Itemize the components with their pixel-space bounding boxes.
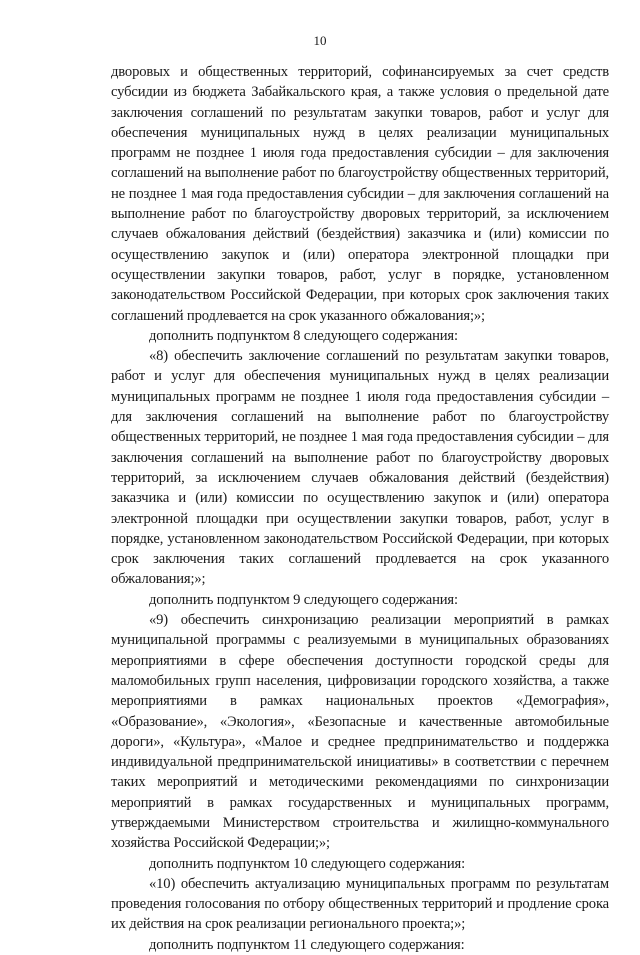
paragraph-subitem-10: «10) обеспечить актуализацию муниципальных программ по результатам проведения голосования по отбору общественных территорий и продление срока их действия на срок реализации регионального проекта;»; xyxy=(111,875,609,933)
paragraph-subitem-9: «9) обеспечить синхронизацию реализации мероприятий в рамках муниципальной программы с реализуемыми в муниципальных образованиях мероприятиями в сфере обеспечения доступности городской среды для маломобильных групп населения, цифровизации городского хозяйства, а также мероприятиями в рамках национальных проектов «Демография», «Образование», «Экология», «Безопасные и качественные автомобильные дороги», «Культура», «Малое и среднее предпринимательство и поддержка индивидуальной предпринимательской инициативы» в соответствии с перечнем таких мероприятий и методическими рекомендациями по синхронизации мероприятий в рамках государственных и муниципальных программ, утверждаемыми Министерством строительства и жилищно-коммунального хозяйства Российской Федерации;»; xyxy=(111,612,609,852)
paragraph-continuation: дворовых и общественных территорий, софинансируемых за счет средств субсидии из бюджета Забайкальского края, а также условия о предельной дате заключения соглашений по результатам закупки товаров, работ и услуг для обеспечения муниципальных нужд в целях реализации муниципальных программ не позднее 1 июля года предоставления субсидии – для заключения соглашений на выполнение работ по благоустройству общественных территорий, не позднее 1 мая года предоставления субсидии – для заключения соглашений на выполнение работ по благоустройству дворовых территорий, за исключением случаев обжалования действий (бездействия) заказчика и (или) комиссии по осуществлению закупок и (или) оператора электронной площадки при осуществлении закупки товаров, работ, услуг в порядке, установленном законодательством Российской Федерации, при которых срок заключения таких соглашений продлевается на срок указанного обжалования;»; xyxy=(111,64,609,324)
page-number: 10 xyxy=(313,33,327,48)
paragraph-subitem-8: «8) обеспечить заключение соглашений по результатам закупки товаров, работ и услуг для обеспечения муниципальных нужд в целях реализации муниципальных программ не позднее 1 июля года предоставления субсидии – для заключения соглашений на выполнение работ по благоустройству общественных территорий, не позднее 1 мая года предоставления субсидии – для заключения соглашений на выполнение работ по благоустройству дворовых территорий, за исключением случаев обжалования действий (бездействия) заказчика и (или) комиссии по осуществлению закупок и (или) оператора электронной площадки при осуществлении закупки товаров, работ, услуг в порядке, установленном законодательством Российской Федерации, при которых срок заключения таких соглашений продлевается на срок указанного обжалования;»; xyxy=(111,348,609,588)
document-body xyxy=(111,62,609,955)
paragraph-amendment-10-intro: дополнить подпунктом 10 следующего содержания: xyxy=(149,855,466,872)
paragraph-amendment-9-intro: дополнить подпунктом 9 следующего содержания: xyxy=(149,591,458,608)
paragraph-amendment-8-intro: дополнить подпунктом 8 следующего содержания: xyxy=(149,327,458,344)
paragraph-amendment-11-intro: дополнить подпунктом 11 следующего содержания: xyxy=(149,936,465,953)
